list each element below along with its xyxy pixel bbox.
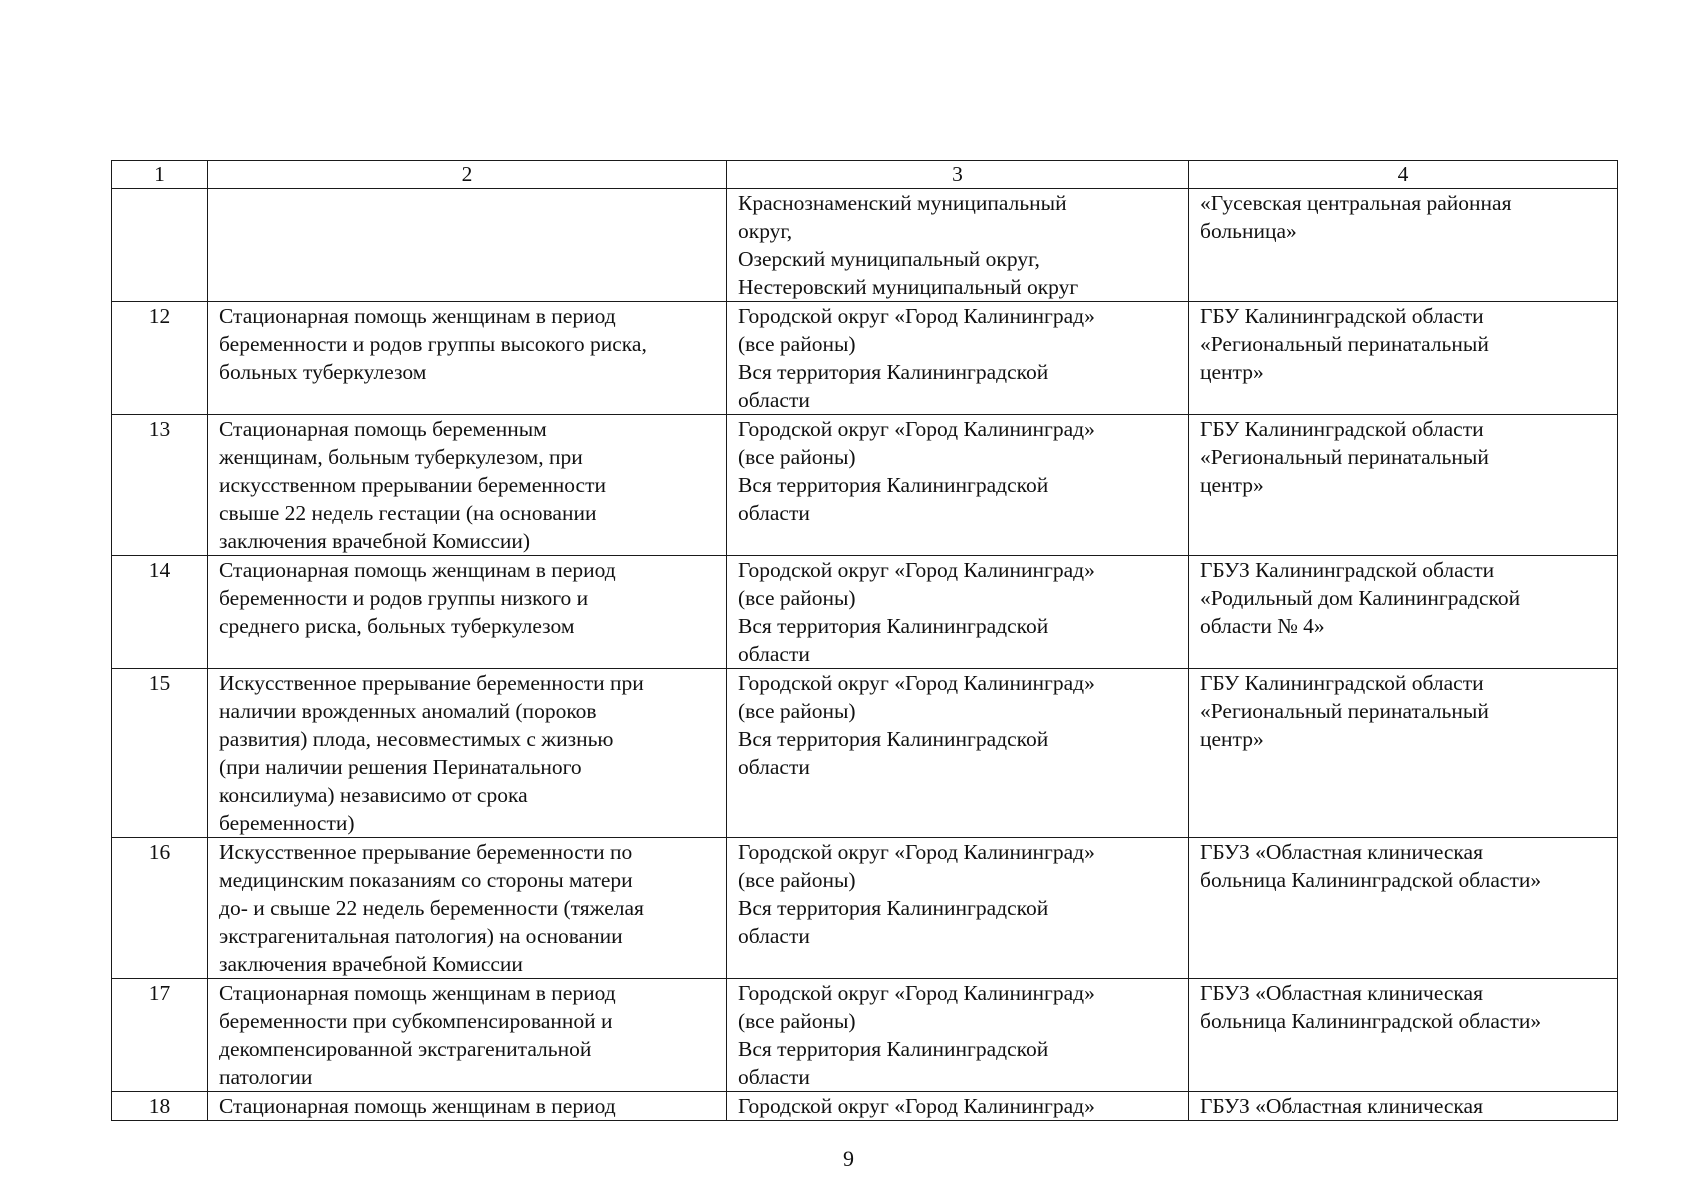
service-cell-line: беременности при субкомпенсированной и bbox=[219, 1009, 613, 1033]
institution-cell-line: ГБУ Калининградской области bbox=[1200, 671, 1484, 695]
territory-cell-line: Городской округ «Город Калининград» bbox=[738, 417, 1095, 441]
territory-cell bbox=[727, 838, 1189, 979]
service-cell-line: Стационарная помощь женщинам в период bbox=[219, 558, 616, 582]
institution-cell-line: больница» bbox=[1200, 219, 1297, 243]
territory-cell-line: Городской округ «Город Калининград» bbox=[738, 981, 1095, 1005]
territory-cell-line: области bbox=[738, 1065, 810, 1089]
territory-cell-line: (все районы) bbox=[738, 445, 856, 469]
table-row bbox=[112, 415, 1618, 556]
service-cell bbox=[208, 415, 727, 556]
institution-cell-line: «Родильный дом Калининградской bbox=[1200, 586, 1521, 610]
institution-cell-line: центр» bbox=[1200, 473, 1264, 497]
institution-cell-line: «Региональный перинатальный bbox=[1200, 332, 1489, 356]
service-cell-line: беременности и родов группы высокого риска, bbox=[219, 332, 647, 356]
service-cell-line: консилиума) независимо от срока bbox=[219, 783, 528, 807]
column-header-1: 1 bbox=[112, 161, 208, 189]
territory-cell-line: Городской округ «Город Калининград» bbox=[738, 1094, 1095, 1118]
territory-cell-line: Городской округ «Город Калининград» bbox=[738, 840, 1095, 864]
institution-cell-line: центр» bbox=[1200, 727, 1264, 751]
territory-cell-line: области bbox=[738, 924, 810, 948]
page-number: 9 bbox=[843, 1146, 854, 1171]
row-number: 18 bbox=[112, 1092, 208, 1121]
institution-cell-line: ГБУЗ «Областная клиническая bbox=[1200, 981, 1483, 1005]
institution-cell-line: больница Калининградской области» bbox=[1200, 868, 1542, 892]
row-number: 17 bbox=[112, 979, 208, 1092]
service-cell-line: среднего риска, больных туберкулезом bbox=[219, 614, 575, 638]
service-cell-line: заключения врачебной Комиссии bbox=[219, 952, 523, 976]
institution-cell-line: «Региональный перинатальный bbox=[1200, 699, 1489, 723]
territory-cell-line: области bbox=[738, 388, 810, 412]
territory-cell-line: (все районы) bbox=[738, 868, 856, 892]
service-cell-line: женщинам, больным туберкулезом, при bbox=[219, 445, 583, 469]
territory-cell bbox=[727, 415, 1189, 556]
service-cell-line: до- и свыше 22 недель беременности (тяжелая bbox=[219, 896, 644, 920]
service-cell-line: декомпенсированной экстрагенитальной bbox=[219, 1037, 592, 1061]
row-number bbox=[112, 189, 208, 302]
institution-cell bbox=[1189, 415, 1618, 556]
column-header-3: 3 bbox=[727, 161, 1189, 189]
territory-cell-line: Вся территория Калининградской bbox=[738, 1037, 1049, 1061]
territory-cell-line: области bbox=[738, 642, 810, 666]
institution-cell-line: ГБУ Калининградской области bbox=[1200, 304, 1484, 328]
territory-cell-line: Вся территория Калининградской bbox=[738, 614, 1049, 638]
table-body bbox=[112, 189, 1618, 1121]
territory-cell bbox=[727, 302, 1189, 415]
service-cell bbox=[208, 979, 727, 1092]
institution-cell-line: ГБУ Калининградской области bbox=[1200, 417, 1484, 441]
territory-cell-line: Нестеровский муниципальный округ bbox=[738, 275, 1079, 299]
service-cell-line: свыше 22 недель гестации (на основании bbox=[219, 501, 597, 525]
institution-cell bbox=[1189, 838, 1618, 979]
territory-cell bbox=[727, 669, 1189, 838]
service-cell-line: беременности) bbox=[219, 811, 355, 835]
service-cell-line: патологии bbox=[219, 1065, 313, 1089]
service-cell bbox=[208, 1092, 727, 1121]
institution-cell bbox=[1189, 302, 1618, 415]
service-cell-line: Искусственное прерывание беременности при bbox=[219, 671, 644, 695]
service-cell-line: Искусственное прерывание беременности по bbox=[219, 840, 633, 864]
territory-cell-line: (все районы) bbox=[738, 1009, 856, 1033]
table-row bbox=[112, 302, 1618, 415]
service-cell-line: экстрагенитальная патология) на основании bbox=[219, 924, 623, 948]
institution-cell-line: больница Калининградской области» bbox=[1200, 1009, 1542, 1033]
table-row bbox=[112, 1092, 1618, 1121]
table-row bbox=[112, 189, 1618, 302]
service-cell bbox=[208, 838, 727, 979]
territory-cell bbox=[727, 556, 1189, 669]
territory-cell-line: Вся территория Калининградской bbox=[738, 360, 1049, 384]
table-row bbox=[112, 669, 1618, 838]
column-header-2: 2 bbox=[208, 161, 727, 189]
row-number: 15 bbox=[112, 669, 208, 838]
territory-cell-line: Краснознаменский муниципальный bbox=[738, 191, 1067, 215]
institution-cell-line: «Гусевская центральная районная bbox=[1200, 191, 1512, 215]
territory-cell-line: Городской округ «Город Калининград» bbox=[738, 304, 1095, 328]
territory-cell-line: области bbox=[738, 501, 810, 525]
institution-cell-line: области № 4» bbox=[1200, 614, 1325, 638]
service-cell-line: Стационарная помощь женщинам в период bbox=[219, 981, 616, 1005]
institution-cell bbox=[1189, 1092, 1618, 1121]
territory-cell-line: (все районы) bbox=[738, 699, 856, 723]
service-cell bbox=[208, 189, 727, 302]
service-cell-line: (при наличии решения Перинатального bbox=[219, 755, 582, 779]
territory-cell bbox=[727, 1092, 1189, 1121]
row-number: 16 bbox=[112, 838, 208, 979]
territory-cell-line: округ, bbox=[738, 219, 793, 243]
table-row bbox=[112, 838, 1618, 979]
service-cell-line: Стационарная помощь женщинам в период bbox=[219, 304, 616, 328]
institution-cell-line: «Региональный перинатальный bbox=[1200, 445, 1489, 469]
institution-cell bbox=[1189, 556, 1618, 669]
column-header-4: 4 bbox=[1189, 161, 1618, 189]
institution-cell-line: центр» bbox=[1200, 360, 1264, 384]
service-cell-line: больных туберкулезом bbox=[219, 360, 427, 384]
institution-cell bbox=[1189, 979, 1618, 1092]
row-number: 12 bbox=[112, 302, 208, 415]
territory-cell-line: Городской округ «Город Калининград» bbox=[738, 671, 1095, 695]
table-row bbox=[112, 979, 1618, 1092]
territory-cell-line: Вся территория Калининградской bbox=[738, 896, 1049, 920]
service-cell-line: искусственном прерывании беременности bbox=[219, 473, 606, 497]
territory-cell-line: Городской округ «Город Калининград» bbox=[738, 558, 1095, 582]
territory-cell-line: Озерский муниципальный округ, bbox=[738, 247, 1040, 271]
service-cell bbox=[208, 556, 727, 669]
service-cell-line: Стационарная помощь женщинам в период bbox=[219, 1094, 616, 1118]
institution-cell-line: ГБУЗ Калининградской области bbox=[1200, 558, 1495, 582]
territory-cell-line: (все районы) bbox=[738, 586, 856, 610]
territory-cell bbox=[727, 979, 1189, 1092]
table-row bbox=[112, 556, 1618, 669]
row-number: 14 bbox=[112, 556, 208, 669]
territory-cell-line: Вся территория Калининградской bbox=[738, 473, 1049, 497]
institution-cell-line: ГБУЗ «Областная клиническая bbox=[1200, 840, 1483, 864]
service-cell-line: беременности и родов группы низкого и bbox=[219, 586, 589, 610]
service-cell-line: медицинским показаниям со стороны матери bbox=[219, 868, 633, 892]
institution-cell bbox=[1189, 189, 1618, 302]
table-header-row bbox=[112, 161, 1618, 189]
service-cell-line: наличии врожденных аномалий (пороков bbox=[219, 699, 597, 723]
service-cell-line: развития) плода, несовместимых с жизнью bbox=[219, 727, 614, 751]
services-table bbox=[111, 160, 1618, 1121]
territory-cell-line: области bbox=[738, 755, 810, 779]
institution-cell bbox=[1189, 669, 1618, 838]
territory-cell-line: (все районы) bbox=[738, 332, 856, 356]
service-cell-line: Стационарная помощь беременным bbox=[219, 417, 547, 441]
territory-cell-line: Вся территория Калининградской bbox=[738, 727, 1049, 751]
service-cell bbox=[208, 669, 727, 838]
service-cell bbox=[208, 302, 727, 415]
row-number: 13 bbox=[112, 415, 208, 556]
service-cell-line: заключения врачебной Комиссии) bbox=[219, 529, 531, 553]
institution-cell-line: ГБУЗ «Областная клиническая bbox=[1200, 1094, 1483, 1118]
territory-cell bbox=[727, 189, 1189, 302]
